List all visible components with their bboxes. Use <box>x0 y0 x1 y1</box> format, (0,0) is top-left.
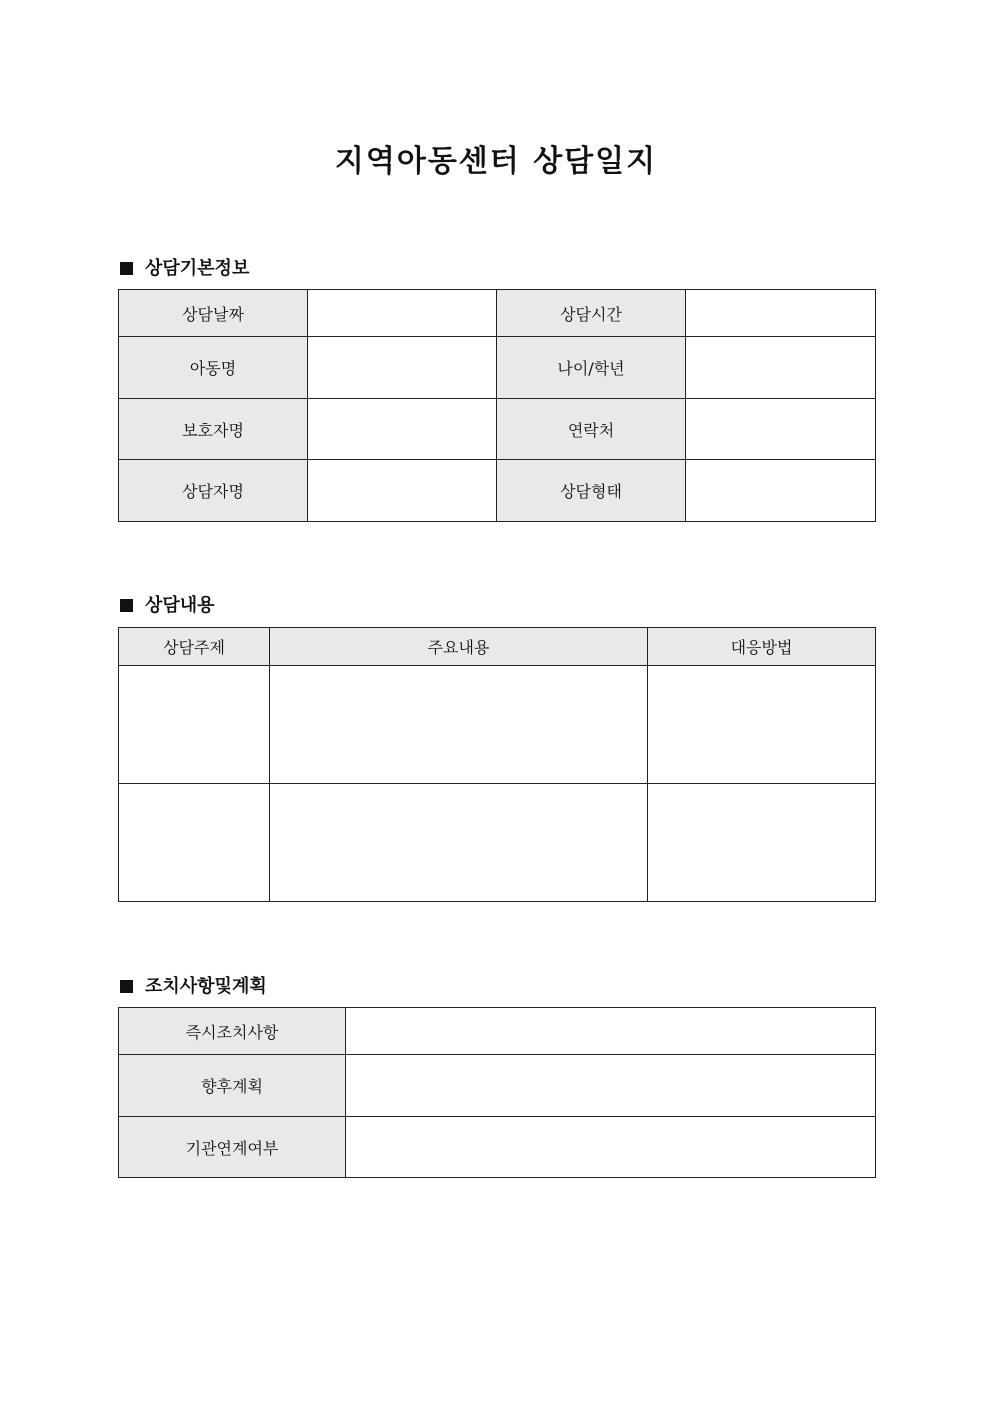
column-header: 대응방법 <box>648 628 876 666</box>
main-content-field[interactable] <box>270 784 648 902</box>
content-table <box>118 627 876 902</box>
column-header: 상담주제 <box>119 628 270 666</box>
label-cell: 아동명 <box>119 337 308 399</box>
section-heading-label: 상담기본정보 <box>145 258 250 279</box>
label-cell: 나이/학년 <box>497 337 686 399</box>
square-bullet-icon <box>120 980 133 993</box>
label-cell: 즉시조치사항 <box>119 1008 346 1055</box>
guardian-name-field[interactable] <box>308 399 497 460</box>
table-row <box>119 1117 876 1178</box>
label-cell: 향후계획 <box>119 1055 346 1117</box>
response-method-field[interactable] <box>648 784 876 902</box>
section-heading-label: 조치사항및계획 <box>145 976 267 997</box>
main-content-field[interactable] <box>270 666 648 784</box>
column-header: 주요내용 <box>270 628 648 666</box>
table-row <box>119 1008 876 1055</box>
topic-field[interactable] <box>119 666 270 784</box>
future-plan-field[interactable] <box>346 1055 876 1117</box>
label-cell: 기관연계여부 <box>119 1117 346 1178</box>
section-heading-basic-info <box>120 254 249 280</box>
label-cell: 보호자명 <box>119 399 308 460</box>
response-method-field[interactable] <box>648 666 876 784</box>
age-grade-field[interactable] <box>686 337 876 399</box>
topic-field[interactable] <box>119 784 270 902</box>
counselor-name-field[interactable] <box>308 460 497 522</box>
section-heading-label: 상담내용 <box>145 595 215 616</box>
agency-referral-field[interactable] <box>346 1117 876 1178</box>
consult-type-field[interactable] <box>686 460 876 522</box>
table-row <box>119 1055 876 1117</box>
immediate-action-field[interactable] <box>346 1008 876 1055</box>
actions-table <box>118 1007 876 1178</box>
table-row <box>119 399 876 460</box>
consult-date-field[interactable] <box>308 290 497 337</box>
label-cell: 상담시간 <box>497 290 686 337</box>
label-cell: 상담날짜 <box>119 290 308 337</box>
label-cell: 상담자명 <box>119 460 308 522</box>
table-row <box>119 337 876 399</box>
square-bullet-icon <box>120 599 133 612</box>
table-row <box>119 784 876 902</box>
table-row <box>119 460 876 522</box>
label-cell: 상담형태 <box>497 460 686 522</box>
child-name-field[interactable] <box>308 337 497 399</box>
contact-field[interactable] <box>686 399 876 460</box>
section-heading-content <box>120 591 215 617</box>
table-header-row <box>119 628 876 666</box>
square-bullet-icon <box>120 262 133 275</box>
table-row <box>119 290 876 337</box>
consult-time-field[interactable] <box>686 290 876 337</box>
label-cell: 연락처 <box>497 399 686 460</box>
basic-info-table <box>118 289 876 522</box>
page-title: 지역아동센터 상담일지 <box>334 144 658 179</box>
section-heading-actions <box>120 972 267 998</box>
table-row <box>119 666 876 784</box>
